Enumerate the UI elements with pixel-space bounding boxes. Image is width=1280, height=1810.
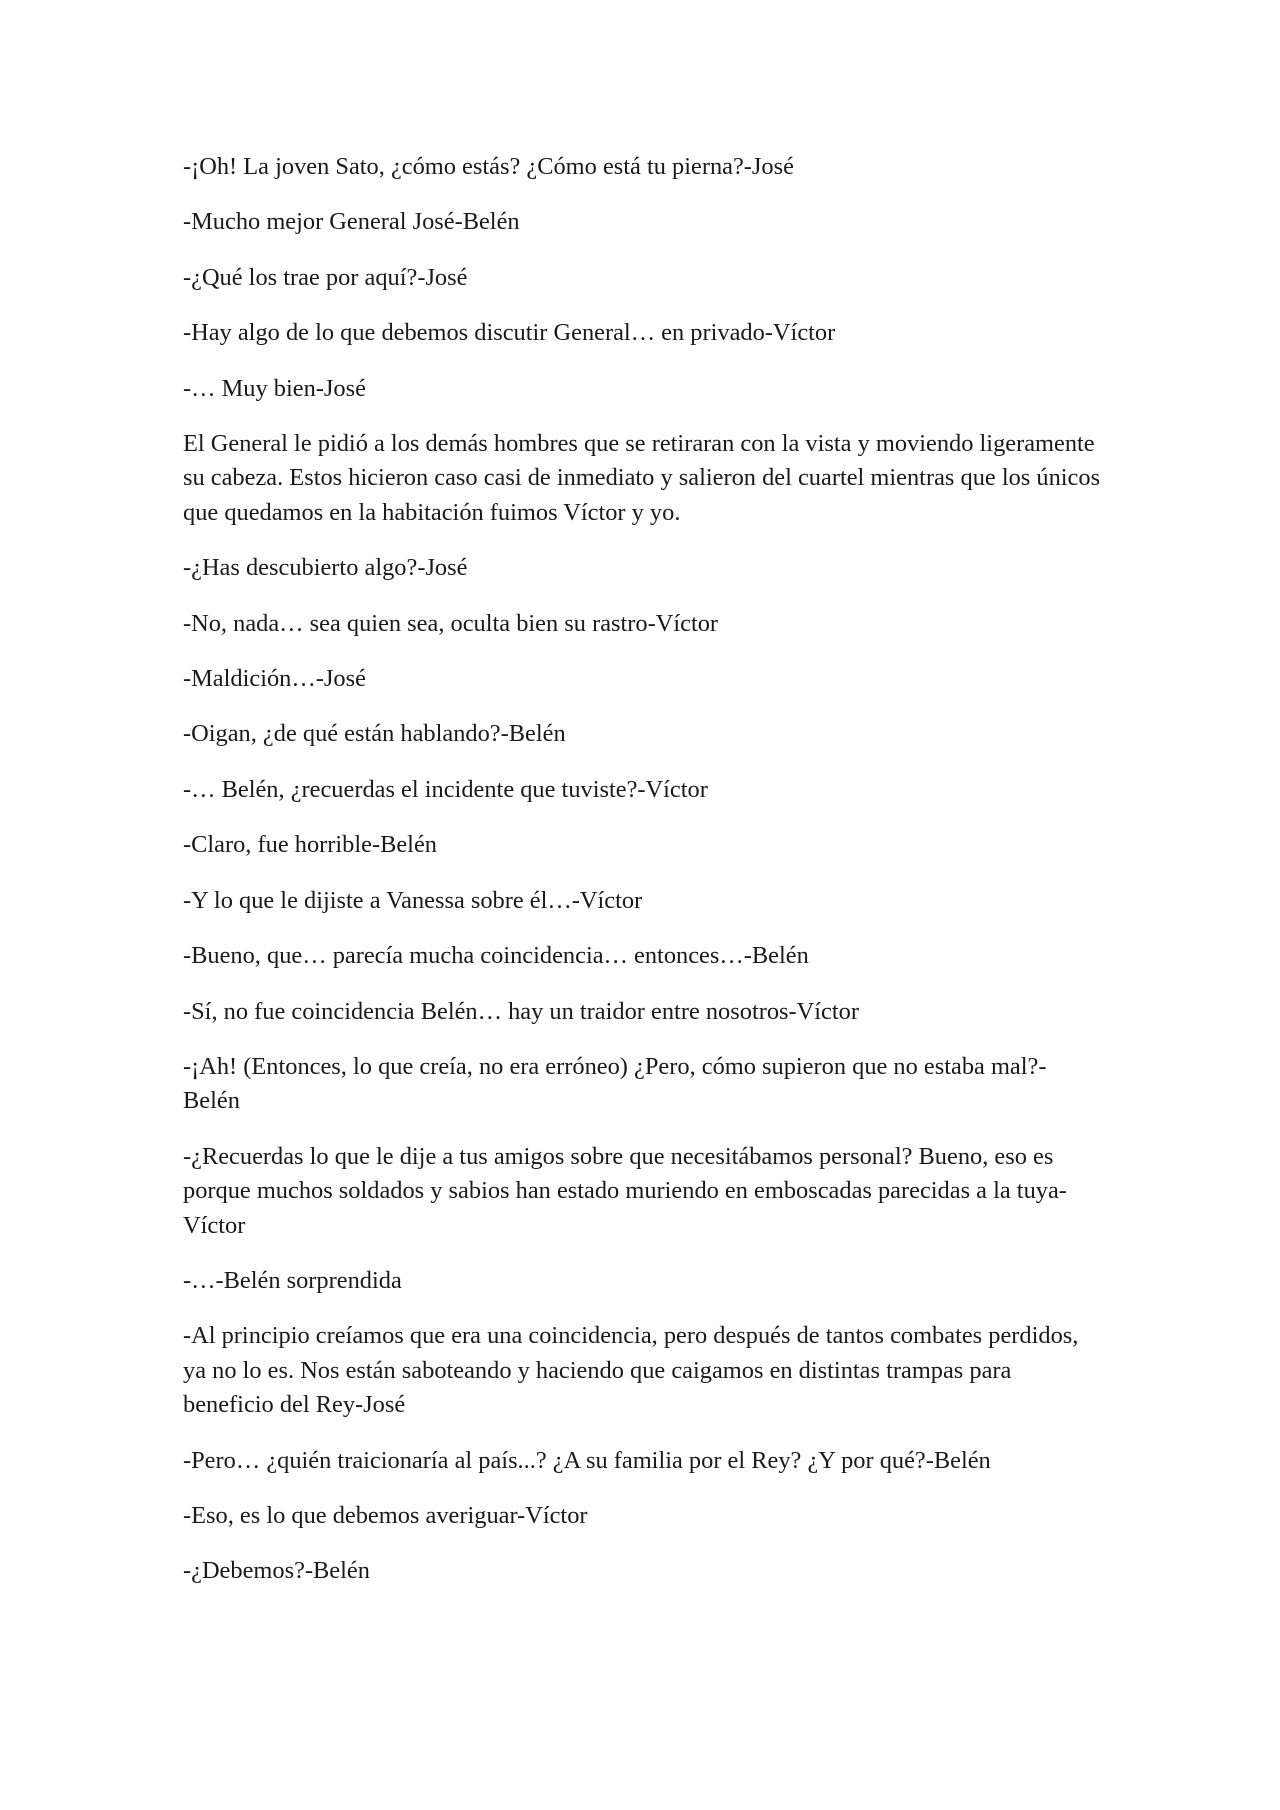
paragraph-5: -… Muy bien-José [183, 374, 366, 402]
paragraph-13: -Y lo que le dijiste a Vanessa sobre él…-Víctor [183, 886, 643, 914]
paragraph-18: -…-Belén sorprendida [183, 1266, 402, 1294]
paragraph-1: -¡Oh! La joven Sato, ¿cómo estás? ¿Cómo está tu pierna?-José [183, 153, 794, 180]
paragraph-10: -Oigan, ¿de qué están hablando?-Belén [183, 720, 566, 748]
paragraph-6: El General le pidió a los demás hombres que se retiraran con la vista y moviendo ligeramente su cabeza. Estos hicieron caso casi de inmediato y salieron del cuartel mientras que los únicos que quedamos en la habitación fuimos Víctor y yo. [183, 430, 1101, 526]
paragraph-3: -¿Qué los trae por aquí?-José [183, 263, 468, 291]
paragraph-4: -Hay algo de lo que debemos discutir General… en privado-Víctor [183, 319, 836, 347]
paragraph-8: -No, nada… sea quien sea, oculta bien su rastro-Víctor [183, 609, 719, 637]
paragraph-14: -Bueno, que… parecía mucha coincidencia… entonces…-Belén [183, 942, 809, 970]
document-body [183, 150, 1103, 1610]
paragraph-16: -¡Ah! (Entonces, lo que creía, no era erróneo) ¿Pero, cómo supieron que no estaba mal?-Belén [183, 1052, 1047, 1115]
paragraph-7: -¿Has descubierto algo?-José [183, 554, 468, 582]
paragraph-15: -Sí, no fue coincidencia Belén… hay un traidor entre nosotros-Víctor [183, 997, 859, 1025]
paragraph-17: -¿Recuerdas lo que le dije a tus amigos sobre que necesitábamos personal? Bueno, eso es porque muchos soldados y sabios han estado muriendo en emboscadas parecidas a la tuya-Víctor [183, 1142, 1067, 1239]
paragraph-22: -¿Debemos?-Belén [183, 1557, 370, 1585]
paragraph-2: -Mucho mejor General José-Belén [183, 208, 520, 236]
paragraph-12: -Claro, fue horrible-Belén [183, 831, 437, 859]
paragraph-11: -… Belén, ¿recuerdas el incidente que tuviste?-Víctor [183, 775, 708, 803]
paragraph-20: -Pero… ¿quién traicionaría al país...? ¿A su familia por el Rey? ¿Y por qué?-Belén [183, 1446, 991, 1474]
paragraph-21: -Eso, es lo que debemos averiguar-Víctor [183, 1501, 588, 1529]
paragraph-9: -Maldición…-José [183, 665, 366, 693]
paragraph-19: -Al principio creíamos que era una coincidencia, pero después de tantos combates perdidos, ya no lo es. Nos están saboteando y haciendo que caigamos en distintas trampas para beneficio del Rey-José [183, 1322, 1079, 1419]
